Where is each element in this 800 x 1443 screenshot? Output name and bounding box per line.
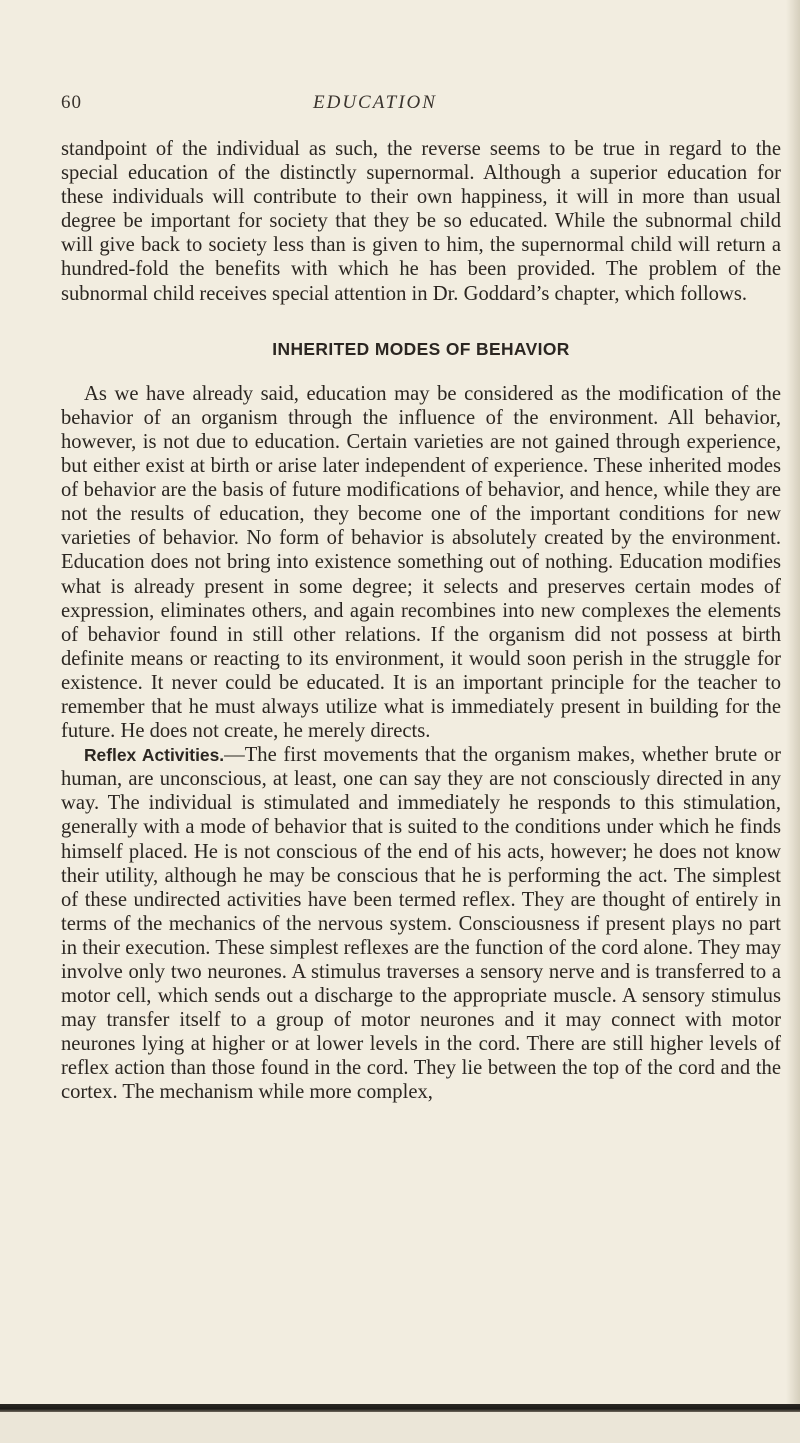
body-paragraph-1: As we have already said, education may be considered as the modification of the behavior of an organism through the influence of the environment. All behavior, however, is not due to education. Certain varieties are not gained through experience, but either exist at birth or arise later independent of experience. These inherited modes of behavior are the basis of future modifications of behavior, and hence, while they are not the results of education, they become one of the important conditions for new varieties of behavior. No form of behavior is absolutely created by the environment. Education does not bring into existence something out of nothing. Education modifies what is already present in some degree; it selects and preserves certain modes of expression, eliminates others, and again recombines into new complexes the elements of behavior found in still other relations. If the organism did not possess at birth definite means or reacting to its environment, it would soon perish in the struggle for existence. It never could be educated. It is an important principle for the teacher to remember that he must always utilize what is immediately present in building for the future. He does not create, he merely directs.	[61, 382, 781, 743]
body-paragraph-2-text: —The first movements that the organism makes, whether brute or human, are unconscious, at least, one can say they are not consciously directed in any way. The individual is stimulated and immediately he responds to this stimulation, generally with a mode of behavior that is suited to the conditions under which he finds himself placed. He is not conscious of the end of his acts, however; he does not know their utility, although he may be conscious that he is performing the act. The simplest of these undirected activities have been termed reflex. They are thought of entirely in terms of the mechanics of the nervous system. Consciousness if present plays no part in their execution. These simplest reflexes are the function of the cord alone. They may involve only two neurones. A stimulus traverses a sensory nerve and is transferred to a motor cell, which sends out a discharge to the appropriate muscle. A sensory stimulus may transfer itself to a group of motor neurones and it may connect with motor neurones lying at higher or at lower levels in the cord. There are still higher levels of reflex action than those found in the cord. They lie between the top of the cord and the cortex. The mechanism while more complex,	[61, 744, 781, 1104]
page-edge-shadow	[786, 0, 800, 1443]
running-head	[61, 92, 781, 116]
bottom-edge-rule	[0, 1404, 800, 1412]
body-paragraph-2	[61, 743, 781, 1104]
bottom-margin	[0, 1412, 800, 1443]
page-number: 60	[61, 92, 82, 113]
running-title: EDUCATION	[313, 92, 437, 113]
section-heading: INHERITED MODES OF BEHAVIOR	[272, 338, 570, 359]
body-text	[61, 137, 781, 1105]
run-in-heading: Reflex Activities.	[84, 745, 225, 766]
intro-paragraph: standpoint of the individual as such, the reverse seems to be true in regard to the special education of the distinctly supernormal. Although a superior education for these individuals will contribute to their own happiness, it will in more than usual degree be important for society that they be so educated. While the subnormal child will give back to society less than is given to him, the supernormal child will return a hundred-fold the benefits with which he has been provided. The problem of the subnormal child receives special attention in Dr. Goddard’s chapter, which follows.	[61, 138, 781, 305]
